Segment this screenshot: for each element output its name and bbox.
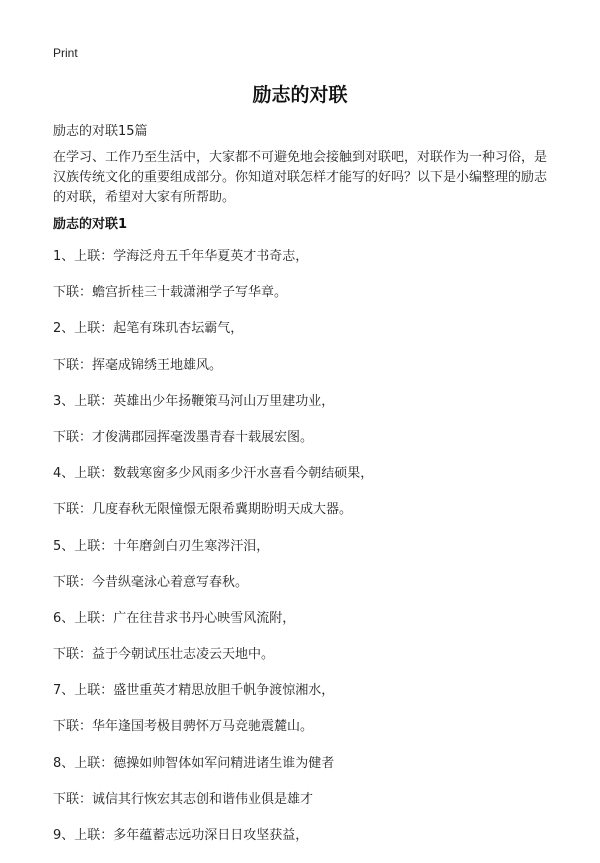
couplet-line: 下联：几度春秋无限憧憬无限希冀期盼明天成大器。 [53, 502, 353, 518]
couplet-line: 下联：才俊满郡园挥毫泼墨青春十载展宏图。 [53, 429, 314, 445]
couplet-line: 9、上联：多年蕴蓄志远功深日日攻坚获益， [53, 828, 309, 843]
section-heading: 励志的对联1 [53, 217, 128, 232]
print-link[interactable]: Print [53, 46, 78, 60]
couplet-line: 下联：益于今朝试压壮志凌云天地中。 [53, 647, 275, 663]
subtitle: 励志的对联15篇 [53, 124, 148, 139]
couplet-line: 5、上联：十年磨剑白刃生寒涔汗泪， [53, 538, 270, 554]
couplet-line: 下联：今昔纵毫泳心着意写春秋。 [53, 574, 249, 590]
intro-paragraph: 在学习、工作乃至生活中，大家都不可避免地会接触到对联吧，对联作为一种习俗，是汉族传统文化的重要组成部分。你知道对联怎样才能写的好吗？以下是小编整理的励志的对联，希望对大家有所帮助。 [53, 150, 548, 205]
couplet-line: 下联：诚信其行恢宏其志创和谐伟业俱是雄才 [53, 791, 314, 807]
couplet-line: 下联：蟾宫折桂三十载潇湘学子写华章。 [53, 285, 288, 301]
couplet-line: 8、上联：德操如帅智体如军问精进诸生谁为健者 [53, 755, 335, 771]
couplet-line: 2、上联：起笔有珠玑杏坛霸气， [53, 321, 244, 337]
couplet-line: 下联：挥毫成锦绣王地雄风。 [53, 357, 223, 373]
couplet-line: 1、上联：学海泛舟五千年华夏英才书奇志， [53, 249, 309, 264]
page-title: 励志的对联 [252, 84, 348, 106]
couplet-line: 3、上联：英雄出少年扬鞭策马河山万里建功业， [53, 393, 335, 409]
couplet-list [53, 248, 573, 863]
couplet-line: 7、上联：盛世重英才精思放胆千帆争渡惊湘水， [53, 683, 335, 699]
couplet-line: 6、上联：广在往昔求书丹心映雪风流附， [53, 610, 296, 626]
couplet-line: 下联：华年逢国考极目骋怀万马竞驰震麓山。 [53, 719, 314, 735]
couplet-line: 4、上联：数载寒窗多少风雨多少汗水喜看今朝结硕果， [53, 466, 374, 482]
